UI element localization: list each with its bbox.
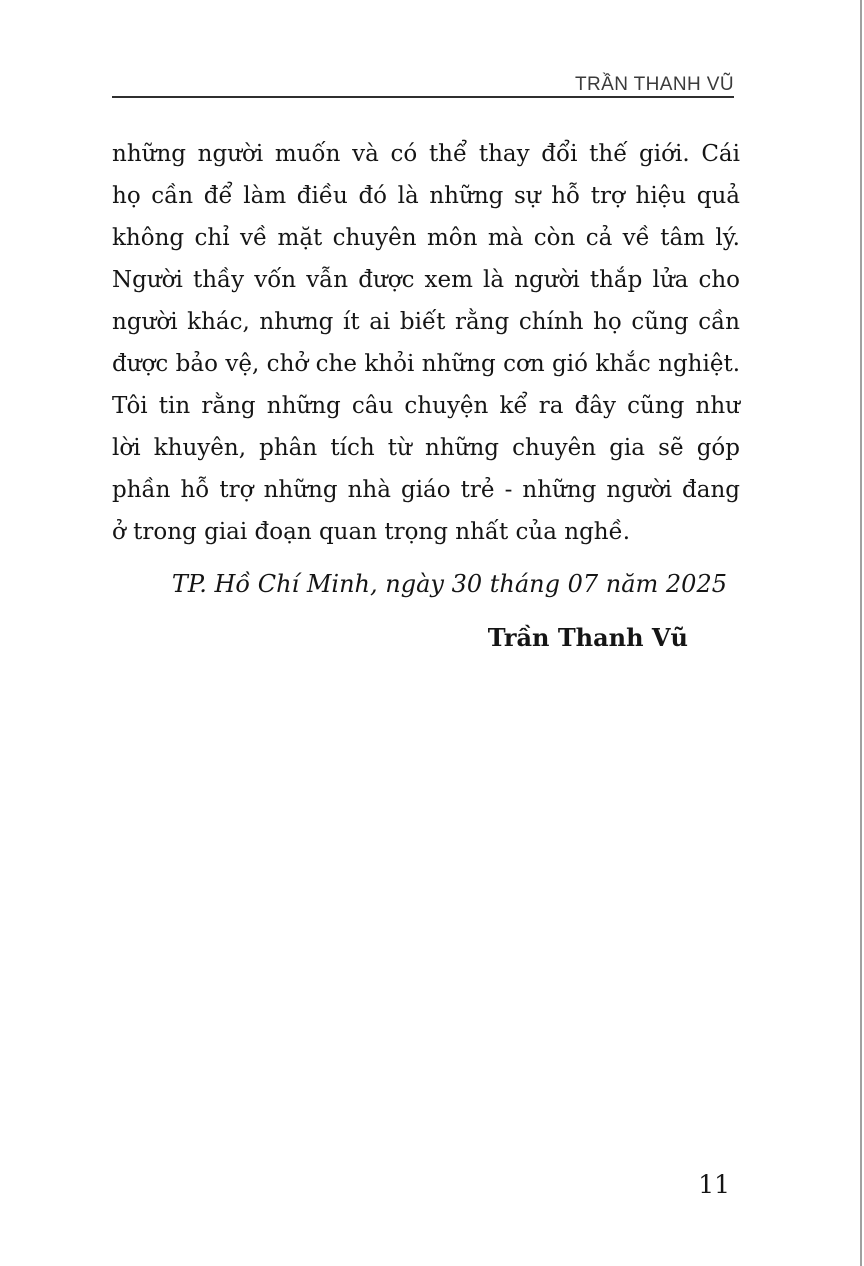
- body-paragraph: [112, 133, 740, 659]
- body-line: lời khuyên, phân tích từ những chuyên gia sẽ góp: [112, 435, 740, 461]
- body-line: những người muốn và có thể thay đổi thế giới. Cái: [112, 141, 740, 167]
- body-line: ở trong giai đoạn quan trọng nhất của nghề.: [112, 519, 631, 545]
- page-number: 11: [698, 1170, 730, 1199]
- body-line: được bảo vệ, chở che khỏi những cơn gió khắc nghiệt.: [112, 351, 740, 377]
- body-line: họ cần để làm điều đó là những sự hỗ trợ hiệu quả: [112, 183, 740, 209]
- header-rule: [112, 96, 734, 98]
- author-signature: Trần Thanh Vũ: [487, 623, 688, 652]
- body-line: người khác, nhưng ít ai biết rằng chính họ cũng cần: [112, 309, 740, 335]
- body-line: Người thầy vốn vẫn được xem là người thắp lửa cho: [112, 267, 740, 293]
- body-line: không chỉ về mặt chuyên môn mà còn cả về tâm lý.: [112, 225, 740, 251]
- dateline: TP. Hồ Chí Minh, ngày 30 tháng 07 năm 2025: [171, 570, 727, 598]
- scan-edge-line: [860, 0, 862, 1266]
- body-line: phần hỗ trợ những nhà giáo trẻ - những người đang: [112, 477, 740, 503]
- running-header-title: TRẦN THANH VŨ: [575, 74, 734, 95]
- body-line: Tôi tin rằng những câu chuyện kể ra đây cũng như: [112, 393, 740, 419]
